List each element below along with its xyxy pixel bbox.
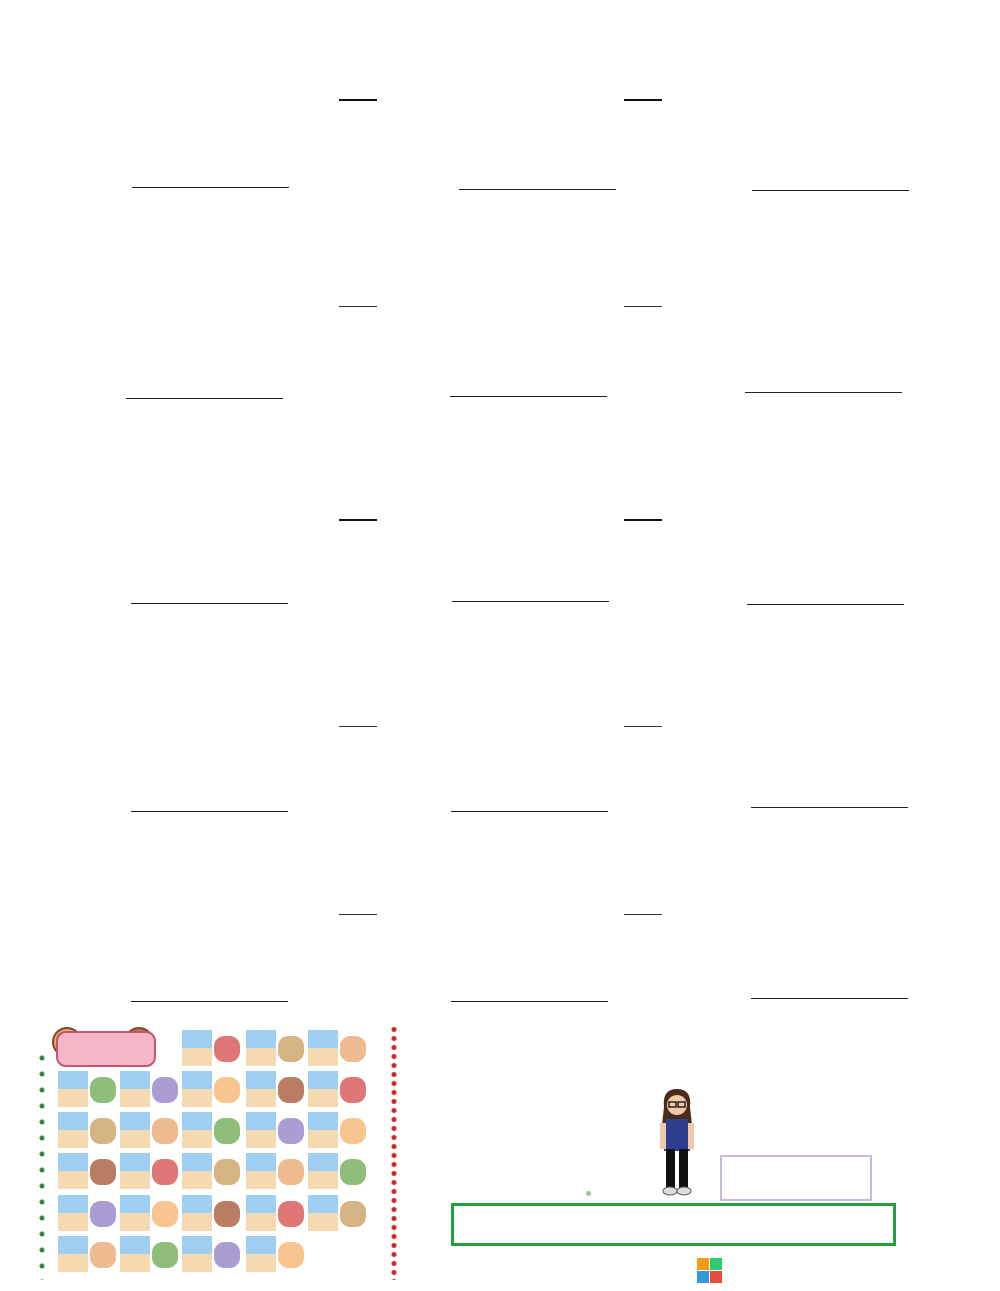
alphabet-picture-icon xyxy=(90,1242,116,1268)
alphabet-letter-a xyxy=(182,1030,212,1067)
alphabet-letter-m xyxy=(308,1112,338,1149)
alphabet-letter-r xyxy=(58,1195,88,1232)
classroom-reminder xyxy=(451,1203,896,1246)
answer-blank-field[interactable] xyxy=(132,187,289,188)
alphabet-letter-f xyxy=(182,1071,212,1108)
alphabet-picture-icon xyxy=(214,1201,240,1227)
separator-dash xyxy=(339,306,377,307)
alphabet-picture-icon xyxy=(152,1201,178,1227)
answer-blank-field[interactable] xyxy=(745,392,902,393)
alphabet-picture-icon xyxy=(340,1159,366,1185)
alphabet-picture-icon xyxy=(278,1201,304,1227)
teacher-name-box xyxy=(720,1155,872,1201)
answer-blank-field[interactable] xyxy=(131,603,288,604)
alphabet-letter-j xyxy=(120,1112,150,1149)
decorative-dot xyxy=(586,1191,591,1196)
alphabet-letter-h xyxy=(308,1071,338,1108)
answer-blank-field[interactable] xyxy=(452,601,609,602)
alphabet-picture-icon xyxy=(340,1201,366,1227)
alphabet-picture-icon xyxy=(278,1036,304,1062)
alphabet-picture-icon xyxy=(152,1242,178,1268)
answer-blank-field[interactable] xyxy=(747,604,904,605)
alphabet-letter-q xyxy=(308,1153,338,1190)
alphabet-letter-u xyxy=(246,1195,276,1232)
separator-dash xyxy=(624,914,662,915)
alphabet-letter-z xyxy=(246,1236,276,1273)
answer-blank-field[interactable] xyxy=(131,1001,288,1002)
separator-dash xyxy=(624,519,662,521)
answer-blank-field[interactable] xyxy=(131,811,288,812)
alphabet-letter-w xyxy=(58,1236,88,1273)
alphabet-letter-t xyxy=(182,1195,212,1232)
answer-blank-field[interactable] xyxy=(751,998,908,999)
alphabet-letter-ñ xyxy=(120,1153,150,1190)
left-border-decoration xyxy=(38,1050,46,1280)
answer-blank-field[interactable] xyxy=(459,189,616,190)
answer-blank-field[interactable] xyxy=(451,811,608,812)
logo-blocks-icon xyxy=(697,1258,722,1283)
alphabet-picture-icon xyxy=(90,1201,116,1227)
alphabet-title xyxy=(56,1031,156,1067)
alphabet-picture-icon xyxy=(278,1118,304,1144)
teacher-avatar-icon xyxy=(652,1085,702,1197)
answer-blank-field[interactable] xyxy=(751,807,908,808)
alphabet-picture-icon xyxy=(214,1159,240,1185)
alphabet-picture-icon xyxy=(340,1036,366,1062)
answer-blank-field[interactable] xyxy=(451,1001,608,1002)
alphabet-letter-s xyxy=(120,1195,150,1232)
liveworksheets-logo[interactable] xyxy=(697,1255,724,1285)
alphabet-letter-b xyxy=(246,1030,276,1067)
alphabet-letter-x xyxy=(120,1236,150,1273)
alphabet-picture-icon xyxy=(90,1118,116,1144)
answer-blank-field[interactable] xyxy=(126,398,283,399)
alphabet-letter-c xyxy=(308,1030,338,1067)
alphabet-picture-icon xyxy=(90,1077,116,1103)
alphabet-picture-icon xyxy=(214,1077,240,1103)
alphabet-picture-icon xyxy=(340,1077,366,1103)
alphabet-letter-v xyxy=(308,1195,338,1232)
alphabet-letter-o xyxy=(182,1153,212,1190)
separator-dash xyxy=(339,914,377,915)
separator-dash xyxy=(624,306,662,307)
separator-dash xyxy=(339,99,377,101)
alphabet-picture-icon xyxy=(152,1118,178,1144)
alphabet-letter-i xyxy=(58,1112,88,1149)
separator-dash xyxy=(339,519,377,521)
alphabet-picture-icon xyxy=(90,1159,116,1185)
alphabet-picture-icon xyxy=(214,1036,240,1062)
answer-blank-field[interactable] xyxy=(752,190,909,191)
alphabet-letter-y xyxy=(182,1236,212,1273)
alphabet-picture-icon xyxy=(278,1242,304,1268)
alphabet-letter-p xyxy=(246,1153,276,1190)
separator-dash xyxy=(339,726,377,727)
answer-blank-field[interactable] xyxy=(450,396,607,397)
separator-dash xyxy=(624,99,662,101)
alphabet-picture-icon xyxy=(152,1077,178,1103)
alphabet-letter-e xyxy=(120,1071,150,1108)
separator-dash xyxy=(624,726,662,727)
alphabet-picture-icon xyxy=(152,1159,178,1185)
alphabet-picture-icon xyxy=(214,1118,240,1144)
alphabet-picture-icon xyxy=(340,1118,366,1144)
alphabet-picture-icon xyxy=(278,1159,304,1185)
alphabet-picture-icon xyxy=(214,1242,240,1268)
alphabet-letter-n xyxy=(58,1153,88,1190)
alphabet-letter-g xyxy=(246,1071,276,1108)
right-border-decoration xyxy=(390,1025,398,1280)
alphabet-picture-icon xyxy=(278,1077,304,1103)
alphabet-letter-d xyxy=(58,1071,88,1108)
alphabet-chart xyxy=(38,1025,400,1280)
alphabet-letter-k xyxy=(182,1112,212,1149)
alphabet-letter-l xyxy=(246,1112,276,1149)
